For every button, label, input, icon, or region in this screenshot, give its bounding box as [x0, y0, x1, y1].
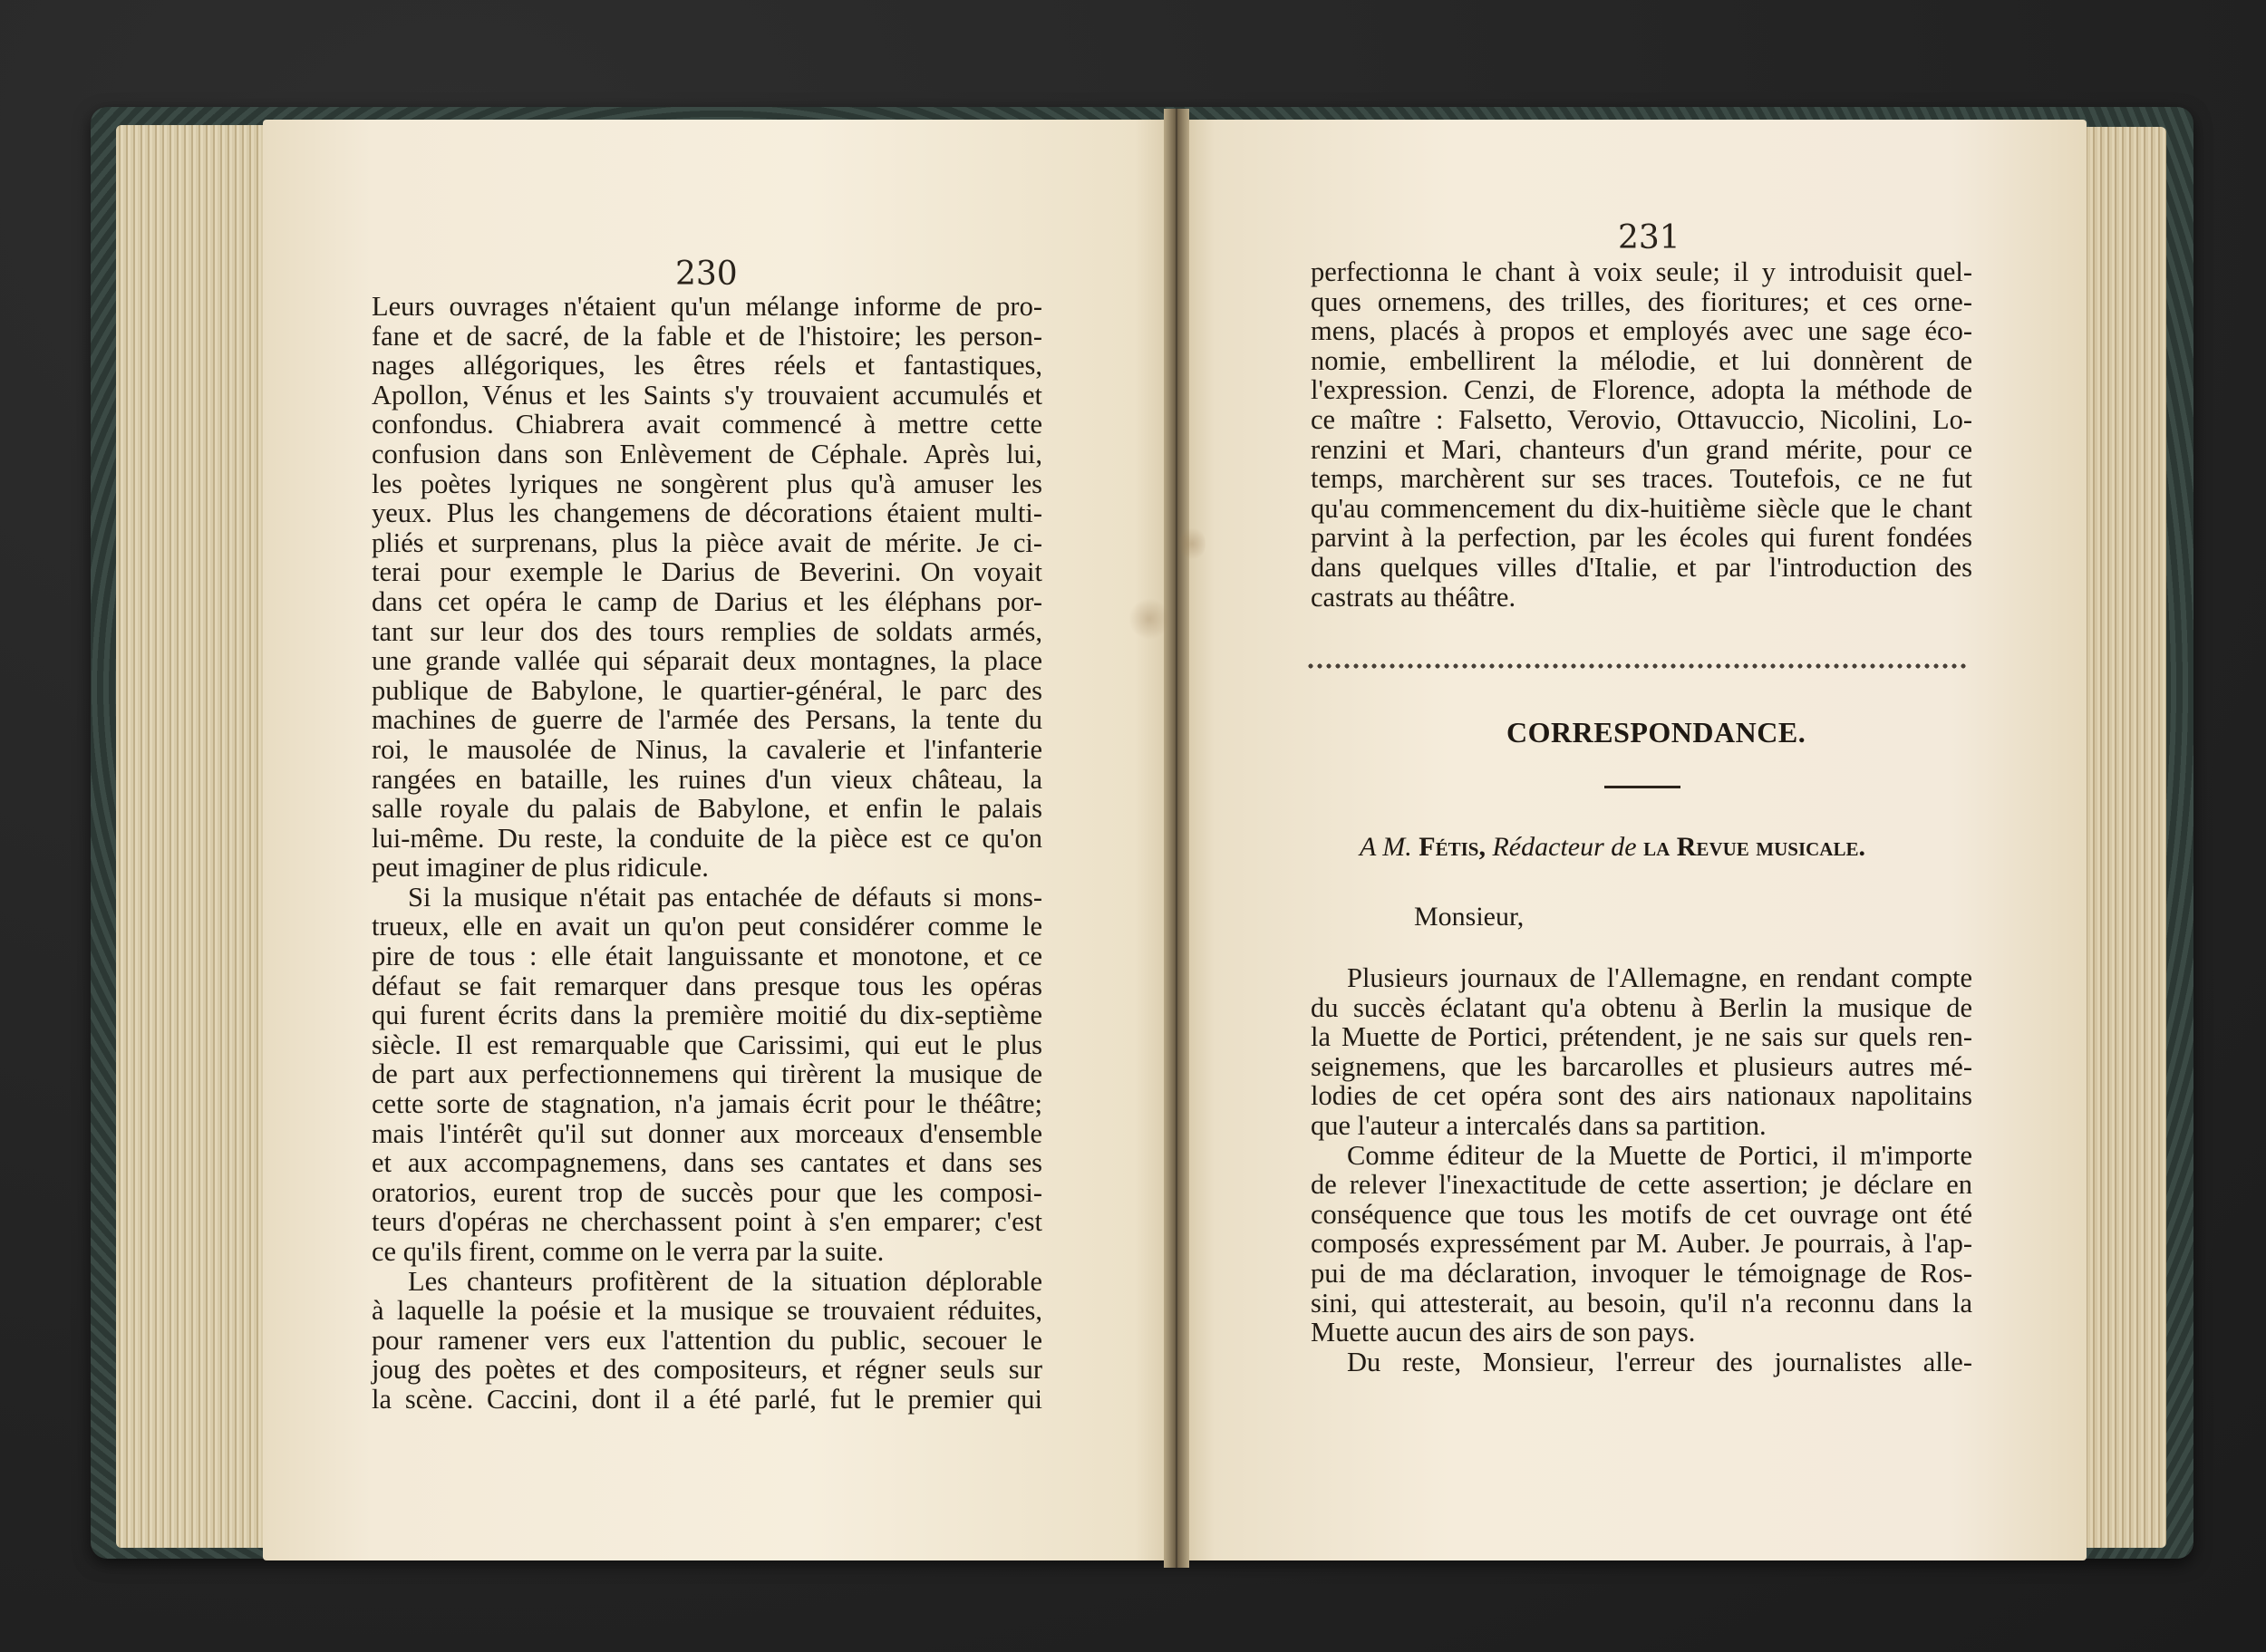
text-line: nages allégoriques, les êtres réels et fantastiques, [372, 350, 1042, 382]
text-line: lodies de cet opéra sont des airs nationaux napolitains [1311, 1080, 1972, 1112]
text-line: l'expression. Cenzi, de Florence, adopta la méthode de [1311, 374, 1972, 406]
text-line: parvint à la perfection, par les écoles qui furent fondées [1311, 522, 1972, 554]
text-line: Leurs ouvrages n'étaient qu'un mélange informe de pro- [372, 291, 1042, 322]
text-line: Plusieurs journaux de l'Allemagne, en rendant compte [1347, 962, 1972, 993]
text-line: défaut se fait remarquer dans presque tous les opéras [372, 970, 1042, 1001]
text-line: peut imaginer de plus ridicule. [372, 852, 709, 884]
addressee-name: Fétis, [1419, 832, 1486, 862]
foxing-spot [1128, 598, 1170, 640]
page-edges-left [116, 125, 270, 1548]
text-line: confusion dans son Enlèvement de Céphale. Après lui, [372, 438, 1042, 469]
text-line: tant sur leur dos des tours remplies de soldats armés, [372, 615, 1042, 647]
left-page-text [372, 292, 1042, 1415]
text-line: de part aux perfectionnemens qui tirèrent la musique de [372, 1058, 1042, 1090]
text-line: castrats au théâtre. [1311, 581, 1516, 613]
text-line: rangées en bataille, les ruines d'un vieux château, la [372, 763, 1042, 795]
text-line: joug des poètes et des compositeurs, et régner seuls sur [372, 1354, 1042, 1386]
text-line: que l'auteur a intercalés dans sa partition. [1311, 1109, 1767, 1141]
text-line: salle royale du palais de Babylone, et enfin le palais [372, 793, 1042, 825]
text-line: pour ramener vers eux l'attention du public, secouer le [372, 1324, 1042, 1356]
addressee-prefix: A M. [1360, 832, 1412, 862]
text-line: dans cet opéra le camp de Darius et les éléphans por- [372, 585, 1042, 617]
text-line: Comme éditeur de la Muette de Portici, il m'importe [1347, 1139, 1972, 1171]
text-line: seignemens, que les barcarolles et plusieurs autres mé- [1311, 1050, 1972, 1082]
text-line: mais l'intérêt qu'il sut donner aux morceaux d'ensemble [372, 1117, 1042, 1149]
text-line: teurs d'opéras ne cherchassent point à s'en emparer; c'est [372, 1206, 1042, 1238]
text-line: ce maître : Falsetto, Verovio, Ottavuccio, Nicolini, Lo- [1311, 403, 1972, 435]
text-line: à laquelle la poésie et la musique se trouvaient réduites, [372, 1295, 1042, 1327]
wavy-divider [1307, 660, 1967, 672]
text-line: pui de ma déclaration, invoquer le témoignage de Ros- [1311, 1257, 1972, 1289]
text-line: pliés et surprenans, plus la pièce avait de mérite. Je ci- [372, 527, 1042, 558]
letter-salutation: Monsieur, [1414, 902, 1525, 932]
text-line: ce qu'ils firent, comme on le verra par la suite. [372, 1236, 885, 1267]
text-line: une grande vallée qui séparait deux montagnes, la place [372, 645, 1042, 677]
text-line: dans quelques villes d'Italie, et par l'introduction des [1311, 551, 1972, 583]
text-line: composés expressément par M. Auber. Je pourrais, à l'ap- [1311, 1228, 1972, 1260]
text-line: les poètes lyriques ne songèrent plus qu'à amuser les [372, 468, 1042, 499]
text-line: qu'au commencement du dix-huitième siècle que le chant [1311, 492, 1972, 524]
text-line: nomie, embellirent la mélodie, et lui donnèrent de [1311, 344, 1972, 376]
text-line: ques ornemens, des trilles, des fioritures; et ces orne- [1311, 285, 1972, 317]
text-line: fane et de sacré, de la fable et de l'histoire; les person- [372, 320, 1042, 352]
text-line: conséquence que tous les motifs de cet ouvrage ont été [1311, 1198, 1972, 1230]
text-line: terai pour exemple le Darius de Beverini. On voyait [372, 556, 1042, 588]
text-line: Les chanteurs profitèrent de la situation déplorable [408, 1265, 1042, 1297]
text-line: qui furent écrits dans la première moitié du dix-septième [372, 1000, 1042, 1031]
text-line: publique de Babylone, le quartier-général, le parc des [372, 674, 1042, 706]
text-line: pire de tous : elle était languissante et monotone, et ce [372, 941, 1042, 972]
text-line: renzini et Mari, chanteurs d'un grand mérite, pour ce [1311, 433, 1972, 465]
text-line: du succès éclatant qu'a obtenu à Berlin la musique de [1311, 991, 1972, 1023]
text-line: roi, le mausolée de Ninus, la cavalerie et l'infanterie [372, 733, 1042, 765]
addressee-journal: la Revue musicale. [1643, 832, 1865, 862]
addressee-role: Rédacteur de [1492, 832, 1637, 862]
letter-addressee [1360, 832, 1865, 863]
text-line: lui-même. Du reste, la conduite de la pièce est ce qu'on [372, 822, 1042, 854]
right-page-continued-text [1311, 257, 1972, 612]
section-title: CORRESPONDANCE. [1506, 716, 1806, 749]
text-line: sini, qui attesterait, au besoin, qu'il n'a reconnu dans la [1311, 1287, 1972, 1319]
text-line: et aux accompagnemens, dans ses cantates et dans ses [372, 1147, 1042, 1179]
foxing-spot [1178, 526, 1206, 562]
text-line: confondus. Chiabrera avait commencé à mettre cette [372, 409, 1042, 440]
text-line: cette sorte de stagnation, n'a jamais écrit pour le théâtre; [372, 1088, 1042, 1120]
text-line: Du reste, Monsieur, l'erreur des journalistes alle- [1347, 1346, 1972, 1377]
text-line: mens, placés à propos et employés avec une sage éco- [1311, 315, 1972, 347]
book-gutter [1164, 109, 1189, 1568]
text-line: yeux. Plus les changemens de décorations étaient multi- [372, 498, 1042, 529]
text-line: oratorios, eurent trop de succès pour que les composi- [372, 1176, 1042, 1208]
right-page-number: 231 [1618, 219, 1680, 256]
text-line: trueux, elle en avait un qu'on peut considérer comme le [372, 911, 1042, 942]
short-divider [1604, 786, 1680, 788]
text-line: temps, marchèrent sur ses traces. Toutefois, ce ne fut [1311, 463, 1972, 495]
page-edges-right [2076, 127, 2166, 1548]
text-line: Muette aucun des airs de son pays. [1311, 1317, 1696, 1348]
letter-body [1311, 963, 1972, 1377]
text-line: Si la musique n'était pas entachée de défauts si mons- [408, 881, 1042, 913]
text-line: de relever l'inexactitude de cette assertion; je déclare en [1311, 1169, 1972, 1201]
text-line: perfectionna le chant à voix seule; il y introduisit quel- [1311, 256, 1972, 287]
text-line: la Muette de Portici, prétendent, je ne sais sur quels ren- [1311, 1021, 1972, 1053]
text-line: Apollon, Vénus et les Saints s'y trouvaient accumulés et [372, 379, 1042, 411]
text-line: machines de guerre de l'armée des Persans, la tente du [372, 704, 1042, 736]
left-page-number: 230 [675, 256, 738, 293]
text-line: la scène. Caccini, dont il a été parlé, fut le premier qui [372, 1383, 1042, 1415]
text-line: siècle. Il est remarquable que Carissimi, qui eut le plus [372, 1029, 1042, 1060]
